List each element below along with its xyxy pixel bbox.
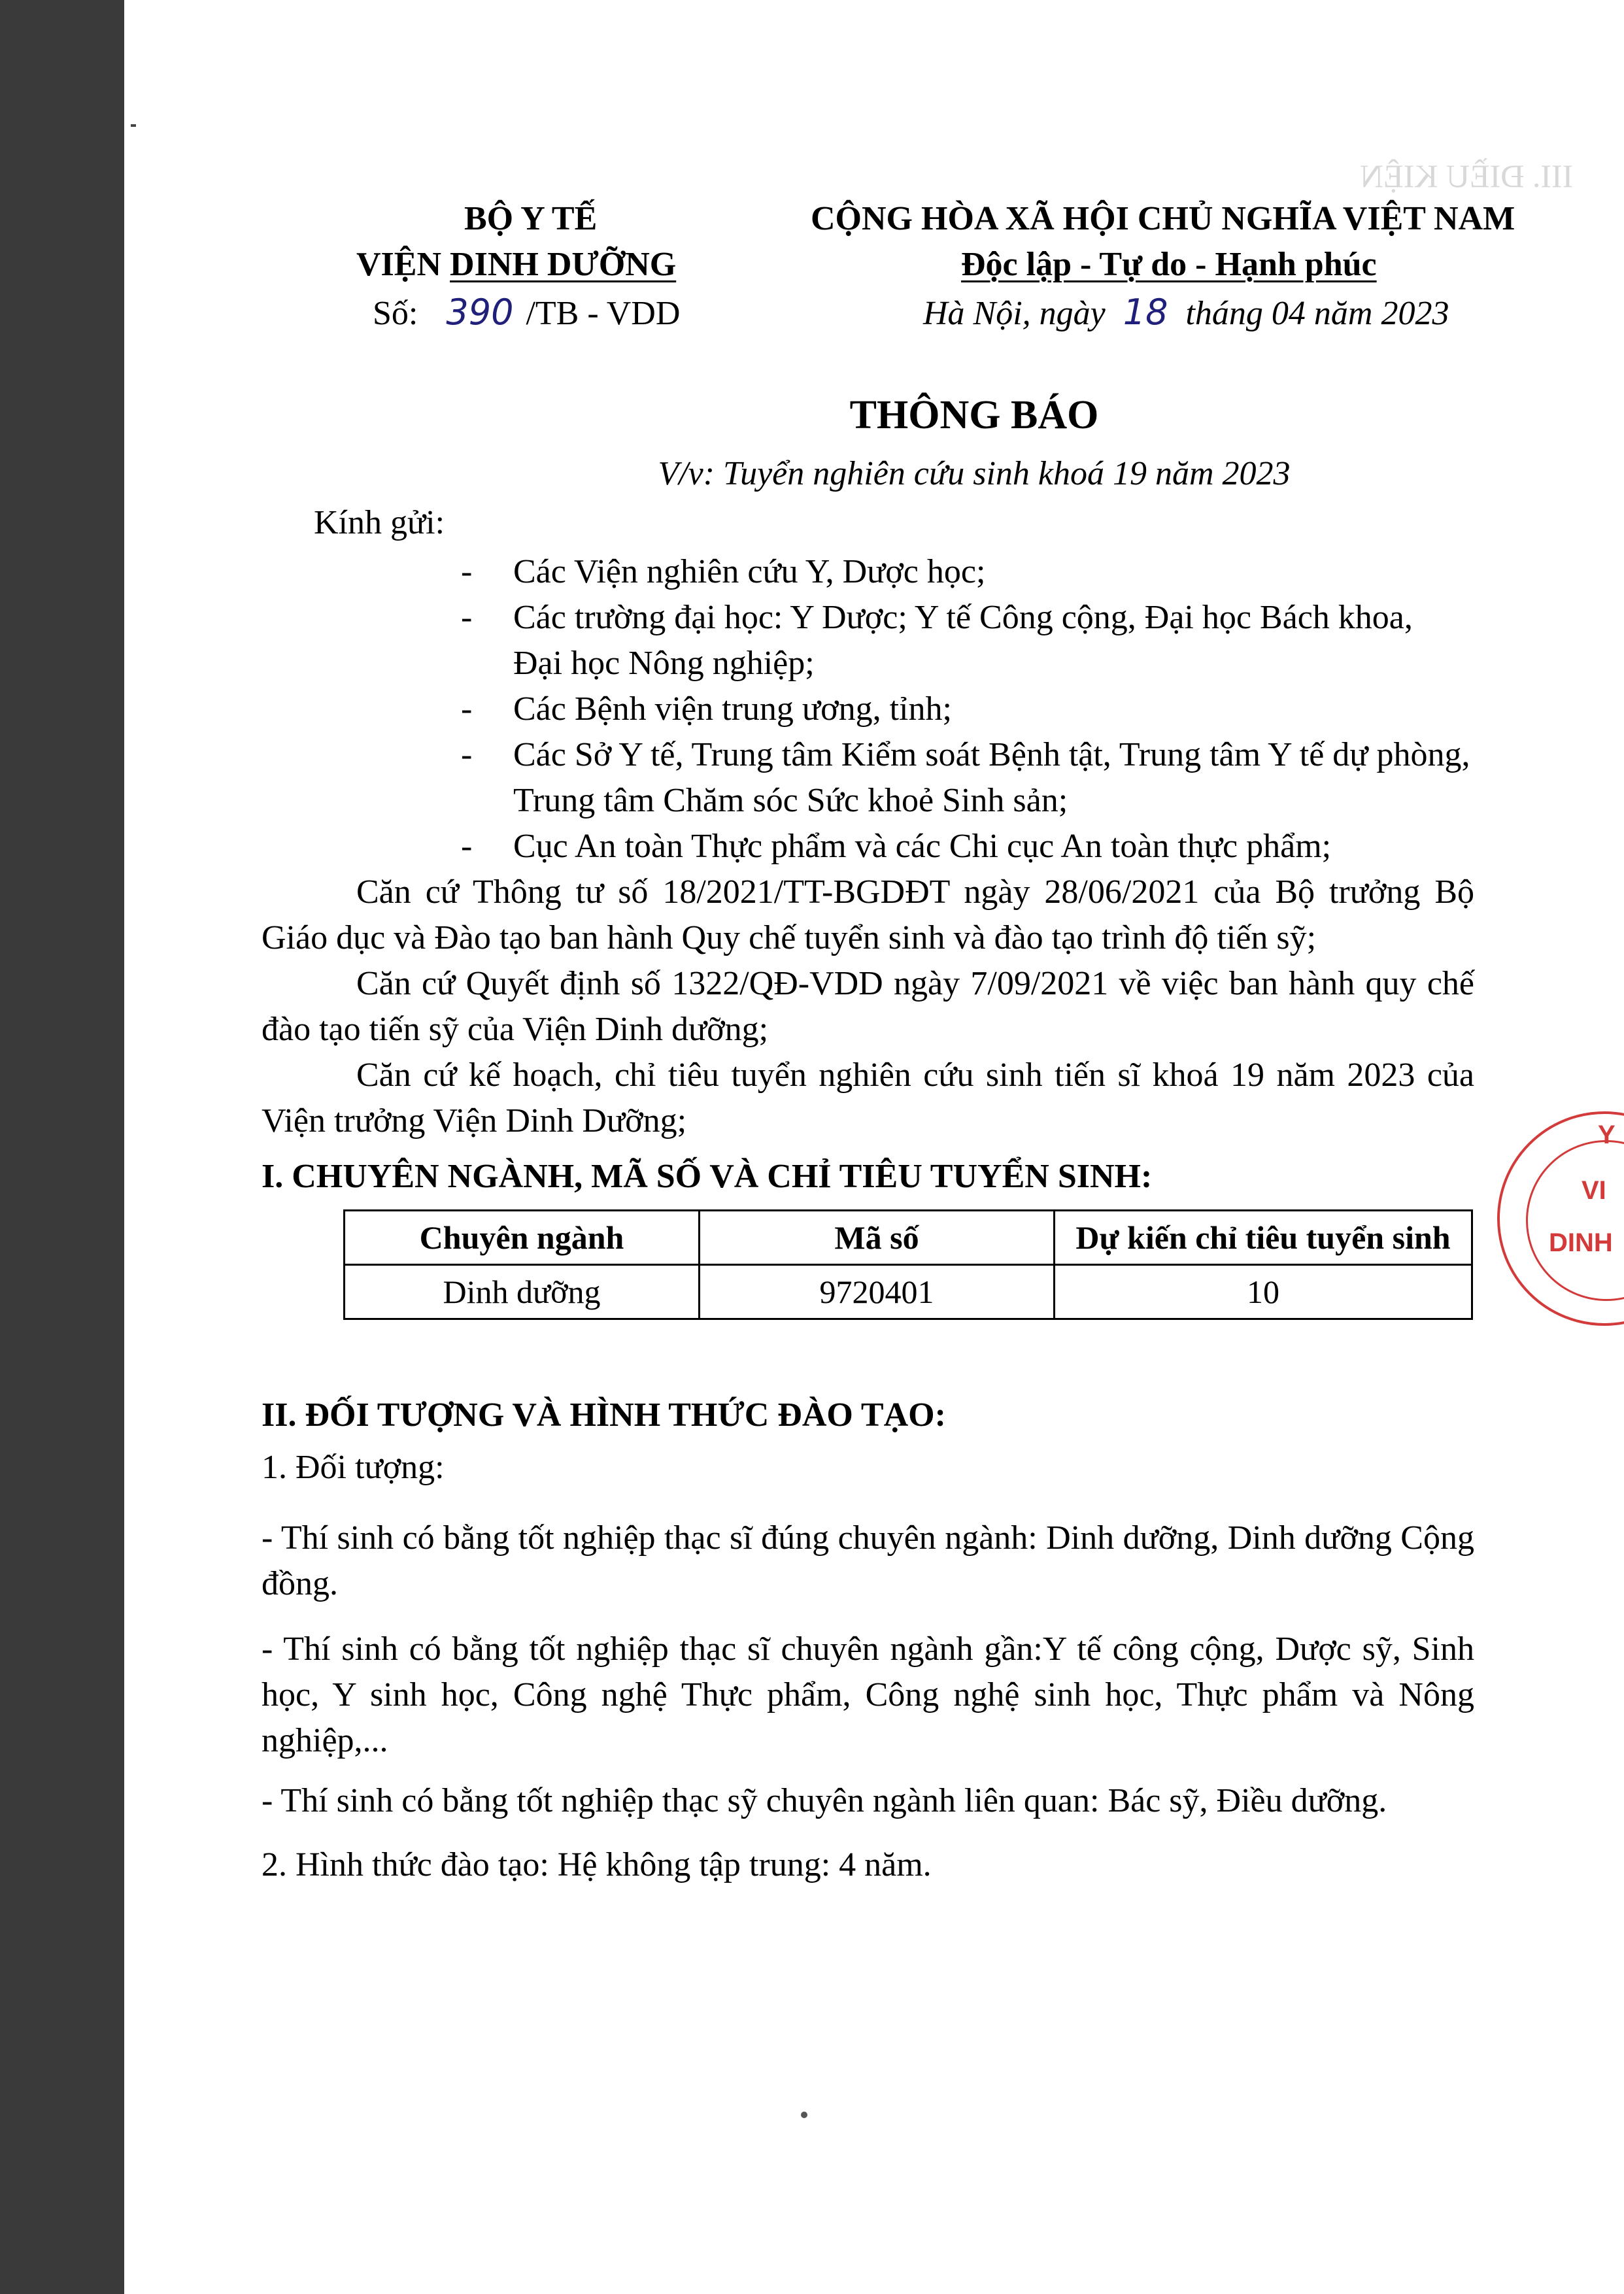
- recipient-text: Các Bệnh viện trung ương, tỉnh;: [513, 690, 952, 728]
- dash-bullet: -: [461, 553, 473, 590]
- scan-speck: [801, 2112, 807, 2118]
- candidate-item: [262, 1515, 1474, 1607]
- recipients-label: Kính gửi:: [314, 504, 445, 541]
- document-title: THÔNG BÁO: [849, 393, 1099, 437]
- candidate-text: - Thí sinh có bằng tốt nghiệp thạc sĩ đúng chuyên ngành: Dinh dưỡng, Dinh dưỡng Cộng đồng.: [262, 1519, 1474, 1602]
- legal-basis-1: [262, 869, 1474, 961]
- table-cell: 9720401: [700, 1265, 1055, 1319]
- recipient-text: Các Viện nghiên cứu Y, Dược học;: [513, 553, 986, 590]
- table-cell: 10: [1055, 1265, 1472, 1319]
- bleed-text: III. ĐIỀU KIỆN: [1360, 158, 1574, 194]
- date-day-handwritten: 18: [1123, 292, 1168, 333]
- section-1-heading: I. CHUYÊN NGÀNH, MÃ SỐ VÀ CHỈ TIÊU TUYỂN SINH:: [262, 1158, 1153, 1195]
- doc-number-label: Số:: [373, 295, 418, 332]
- date-prefix: Hà Nội, ngày: [923, 295, 1106, 332]
- dash-bullet: -: [461, 599, 473, 636]
- scan-edge: [0, 0, 124, 2294]
- section-2-sub-1: 1. Đối tượng:: [262, 1449, 445, 1486]
- country-name: CỘNG HÒA XÃ HỘI CHỦ NGHĨA VIỆT NAM: [811, 200, 1515, 237]
- dash-bullet: -: [461, 690, 473, 728]
- table-cell: Dinh dưỡng: [345, 1265, 700, 1319]
- candidate-text: - Thí sinh có bằng tốt nghiệp thạc sỹ chuyên ngành liên quan: Bác sỹ, Điều dưỡng.: [262, 1782, 1387, 1819]
- recipient-text: Đại học Nông nghiệp;: [513, 645, 815, 682]
- candidate-item: [262, 1778, 1474, 1824]
- recipient-text: Cục An toàn Thực phẩm và các Chi cục An toàn thực phẩm;: [513, 828, 1332, 865]
- issue-date: [923, 290, 1449, 337]
- section-2-heading: II. ĐỐI TƯỢNG VÀ HÌNH THỨC ĐÀO TẠO:: [262, 1396, 946, 1434]
- legal-basis-text: Căn cứ kế hoạch, chỉ tiêu tuyển nghiên cứu sinh tiến sĩ khoá 19 năm 2023 của Viện trưởng Viện Dinh Dưỡng;: [262, 1056, 1474, 1139]
- column-header: Mã số: [700, 1211, 1055, 1265]
- ministry-name: BỘ Y TẾ: [464, 200, 598, 237]
- institute-name: [356, 242, 676, 288]
- section-2-sub-2: 2. Hình thức đào tạo: Hệ không tập trung: 4 năm.: [262, 1846, 932, 1883]
- doc-number: [373, 290, 680, 337]
- quota-table: [343, 1209, 1473, 1320]
- date-suffix: tháng 04 năm 2023: [1185, 295, 1449, 332]
- doc-number-suffix: /TB - VDD: [526, 295, 681, 332]
- doc-number-handwritten: 390: [446, 292, 514, 333]
- recipient-text: Các trường đại học: Y Dược; Y tế Công cộng, Đại học Bách khoa,: [513, 599, 1413, 636]
- legal-basis-3: [262, 1053, 1474, 1144]
- legal-basis-text: Căn cứ Quyết định số 1322/QĐ-VDD ngày 7/09/2021 về việc ban hành quy chế đào tạo tiến sỹ của Viện Dinh dưỡng;: [262, 965, 1474, 1048]
- document-page: [124, 0, 1624, 2294]
- table-header-row: [345, 1211, 1472, 1265]
- seal-text: VI: [1582, 1176, 1606, 1205]
- dash-bullet: -: [461, 828, 473, 865]
- legal-basis-2: [262, 961, 1474, 1053]
- recipient-text: Các Sở Y tế, Trung tâm Kiểm soát Bệnh tật, Trung tâm Y tế dự phòng,: [513, 736, 1470, 773]
- column-header: Dự kiến chỉ tiêu tuyển sinh: [1055, 1211, 1472, 1265]
- candidate-text: - Thí sinh có bằng tốt nghiệp thạc sĩ chuyên ngành gần:Y tế công cộng, Dược sỹ, Sinh học, Y sinh học, Công nghệ Thực phẩm, Công nghệ sinh học, Thực phẩm và Nông nghiệp,...: [262, 1630, 1474, 1759]
- column-header: Chuyên ngành: [345, 1211, 700, 1265]
- document-subject: V/v: Tuyển nghiên cứu sinh khoá 19 năm 2023: [658, 455, 1291, 492]
- scan-speck: [131, 124, 136, 127]
- seal-inner-ring: [1526, 1140, 1624, 1301]
- institute-name-underlined: DINH DƯỠNG: [450, 246, 677, 283]
- legal-basis-text: Căn cứ Thông tư số 18/2021/TT-BGDĐT ngày 28/06/2021 của Bộ trưởng Bộ Giáo dục và Đào tạo ban hành Quy chế tuyển sinh và đào tạo trình độ tiến sỹ;: [262, 873, 1474, 956]
- recipient-text: Trung tâm Chăm sóc Sức khoẻ Sinh sản;: [513, 782, 1068, 819]
- motto: Độc lập - Tự do - Hạnh phúc: [961, 246, 1377, 283]
- dash-bullet: -: [461, 736, 473, 773]
- seal-text: DINH: [1549, 1228, 1613, 1257]
- candidate-item: [262, 1627, 1474, 1764]
- institute-prefix: VIỆN: [356, 246, 450, 283]
- seal-text: Y: [1598, 1121, 1616, 1149]
- table-row: [345, 1265, 1472, 1319]
